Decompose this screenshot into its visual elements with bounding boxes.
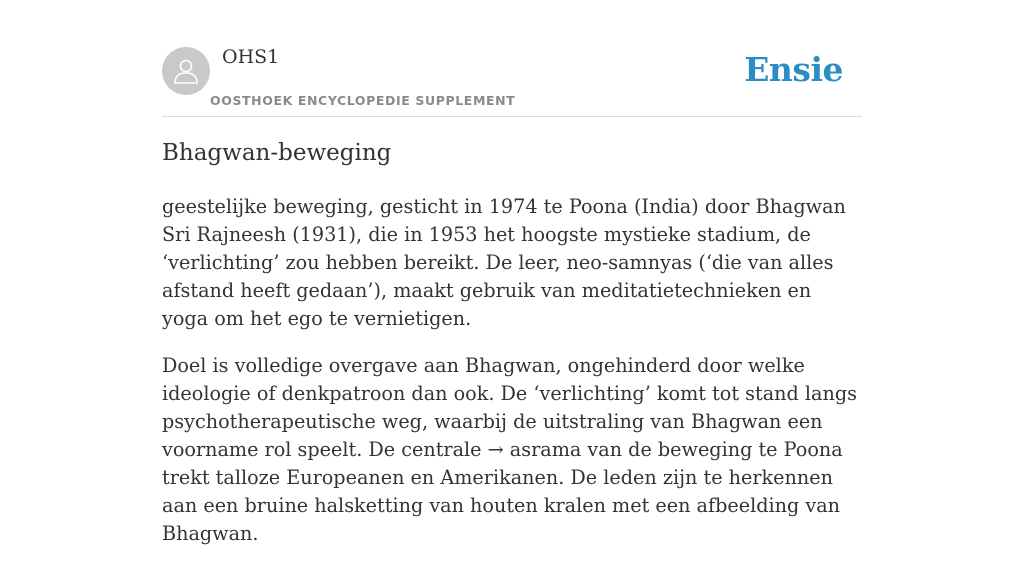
brand-logo[interactable]: Ensie <box>744 50 843 89</box>
article-header <box>162 46 862 117</box>
avatar[interactable] <box>162 47 210 95</box>
paragraph: Doel is volledige overgave aan Bhagwan, ongehinderd door welke ideologie of denkpatroon dan ook. De ‘verlichting’ komt tot stand langs psychotherapeutische weg, waarbij de uitstraling van Bhagwan een voorname rol speelt. De centrale → asrama van de beweging te Poona trekt talloze Europeanen en Amerikanen. De leden zijn te herkennen aan een bruine halsketting van houten kralen met een afbeelding van Bhagwan. <box>162 354 857 545</box>
paragraph: geestelijke beweging, gesticht in 1974 te Poona (India) door Bhagwan Sri Rajneesh (1931), die in 1953 het hoogste mystieke stadium, de ‘verlichting’ zou hebben bereikt. De leer, neo-samnyas (‘die van alles afstand heeft gedaan’), maakt gebruik van meditatietechnieken en yoga om het ego te vernietigen. <box>162 195 846 330</box>
author-name[interactable]: OHS1 <box>222 46 280 68</box>
user-icon <box>171 56 201 86</box>
source-label: OOSTHOEK ENCYCLOPEDIE SUPPLEMENT <box>210 93 516 108</box>
article-body <box>162 193 862 567</box>
page-title: Bhagwan-beweging <box>162 140 392 166</box>
